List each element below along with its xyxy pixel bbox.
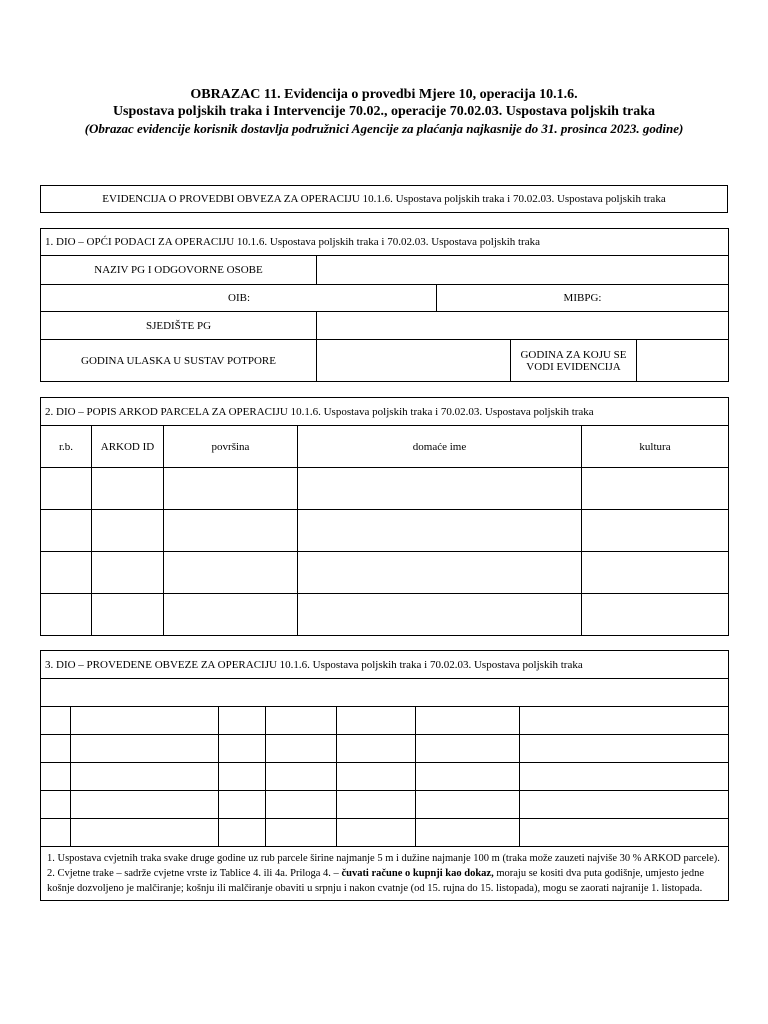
note-1: 1. Uspostava cvjetnih traka svake druge godine uz rub parcele širine najmanje 5 m i dužine najmanje 100 m (traka može zauzeti najviše 30 % ARKOD parcele). (47, 853, 720, 864)
section-3-notes (41, 847, 729, 901)
table-cell[interactable] (41, 819, 71, 847)
obligations-table (40, 650, 729, 901)
naziv-field[interactable] (317, 256, 729, 285)
form-title (60, 86, 708, 137)
table-cell[interactable] (298, 552, 582, 594)
col-rb: r.b. (41, 426, 92, 468)
table-cell[interactable] (416, 707, 520, 735)
table-cell[interactable] (92, 594, 164, 636)
table-cell[interactable] (71, 763, 219, 791)
col-domace-ime: domaće ime (298, 426, 582, 468)
table-row (41, 510, 729, 552)
title-subtitle: (Obrazac evidencije korisnik dostavlja podružnici Agencije za plaćanja najkasnije do 31. prosinca 2023. godine) (84, 121, 684, 136)
table-cell[interactable] (520, 763, 729, 791)
col-arkod-id: ARKOD ID (92, 426, 164, 468)
godina-ulaska-field[interactable] (317, 340, 511, 382)
table-cell[interactable] (337, 819, 416, 847)
table-cell[interactable] (164, 594, 298, 636)
sjediste-label: SJEDIŠTE PG (41, 312, 317, 340)
table-cell[interactable] (71, 707, 219, 735)
table-cell[interactable] (164, 468, 298, 510)
table-cell[interactable] (71, 819, 219, 847)
table-row (41, 468, 729, 510)
col-povrsina: površina (164, 426, 298, 468)
title-line-2: Uspostava poljskih traka i Intervencije 70.02., operacije 70.02.03. Uspostava poljskih traka (112, 104, 656, 119)
table-cell[interactable] (266, 735, 337, 763)
table-cell[interactable] (164, 510, 298, 552)
section-1 (40, 228, 728, 382)
table-cell[interactable] (92, 468, 164, 510)
table-cell[interactable] (337, 763, 416, 791)
table-cell[interactable] (582, 552, 729, 594)
table-cell[interactable] (92, 552, 164, 594)
section-3-blank-row[interactable] (41, 679, 729, 707)
note-2 (47, 866, 722, 896)
godina-ulaska-label: GODINA ULASKA U SUSTAV POTPORE (41, 340, 317, 382)
table-row (41, 552, 729, 594)
table-row (41, 819, 729, 847)
table-cell[interactable] (71, 791, 219, 819)
section-3 (40, 650, 728, 901)
table-row (41, 707, 729, 735)
section-2 (40, 397, 728, 636)
section-2-heading: 2. DIO – POPIS ARKOD PARCELA ZA OPERACIJU 10.1.6. Uspostava poljskih traka i 70.02.03. Uspostava poljskih traka (41, 398, 729, 426)
section-3-heading: 3. DIO – PROVEDENE OBVEZE ZA OPERACIJU 10.1.6. Uspostava poljskih traka i 70.02.03. Uspostava poljskih traka (41, 651, 729, 679)
section-1-heading: 1. DIO – OPĆI PODACI ZA OPERACIJU 10.1.6. Uspostava poljskih traka i 70.02.03. Uspostava poljskih traka (41, 229, 729, 256)
table-cell[interactable] (164, 552, 298, 594)
table-cell[interactable] (520, 735, 729, 763)
godina-evidencija-field[interactable] (637, 340, 729, 382)
table-cell[interactable] (337, 791, 416, 819)
table-cell[interactable] (41, 763, 71, 791)
note-2-text-b: moraju se kositi dva puta godišnje, umjesto jedne košnje dozvoljeno je malčiranje; košnju ili malčiranje obaviti u srpnju i nakon cvatnje (od 15. rujna do 15. listopada), mogu se zaorati najranije 1. listopada. (47, 868, 704, 894)
table-cell[interactable] (582, 510, 729, 552)
table-row (41, 763, 729, 791)
table-cell[interactable] (416, 763, 520, 791)
table-cell[interactable] (298, 510, 582, 552)
table-cell[interactable] (219, 735, 266, 763)
title-line-1: OBRAZAC 11. Evidencija o provedbi Mjere 10, operacija 10.1.6. (190, 87, 578, 102)
table-cell[interactable] (416, 735, 520, 763)
parcel-table (40, 397, 729, 636)
table-cell[interactable] (41, 791, 71, 819)
table-cell[interactable] (266, 791, 337, 819)
table-cell[interactable] (219, 791, 266, 819)
table-cell[interactable] (520, 707, 729, 735)
table-cell[interactable] (520, 819, 729, 847)
table-cell[interactable] (41, 468, 92, 510)
table-cell[interactable] (41, 594, 92, 636)
table-cell[interactable] (41, 510, 92, 552)
table-row (41, 791, 729, 819)
table-cell[interactable] (92, 510, 164, 552)
col-kultura: kultura (582, 426, 729, 468)
header-box (40, 185, 728, 213)
header-box-text: EVIDENCIJA O PROVEDBI OBVEZA ZA OPERACIJU 10.1.6. Uspostava poljskih traka i 70.02.03. Uspostava poljskih traka (102, 193, 666, 205)
table-cell[interactable] (219, 707, 266, 735)
table-cell[interactable] (416, 819, 520, 847)
table-cell[interactable] (71, 735, 219, 763)
table-cell[interactable] (266, 819, 337, 847)
naziv-label: NAZIV PG I ODGOVORNE OSOBE (41, 256, 317, 285)
table-cell[interactable] (582, 468, 729, 510)
table-cell[interactable] (298, 468, 582, 510)
table-cell[interactable] (520, 791, 729, 819)
table-cell[interactable] (41, 707, 71, 735)
table-cell[interactable] (41, 735, 71, 763)
table-cell[interactable] (337, 707, 416, 735)
table-cell[interactable] (582, 594, 729, 636)
table-cell[interactable] (41, 552, 92, 594)
oib-label: OIB: (41, 285, 437, 312)
table-cell[interactable] (219, 763, 266, 791)
sjediste-field[interactable] (317, 312, 729, 340)
table-cell[interactable] (219, 819, 266, 847)
table-cell[interactable] (416, 791, 520, 819)
table-cell[interactable] (337, 735, 416, 763)
table-row (41, 735, 729, 763)
table-cell[interactable] (266, 707, 337, 735)
table-cell[interactable] (266, 763, 337, 791)
godina-evidencija-label: GODINA ZA KOJU SE VODI EVIDENCIJA (511, 340, 637, 382)
section-1-table (40, 228, 729, 382)
table-cell[interactable] (298, 594, 582, 636)
mibpg-label: MIBPG: (437, 285, 729, 312)
note-2-text-a: 2. Cvjetne trake – sadrže cvjetne vrste iz Tablice 4. ili 4a. Priloga 4. – (47, 868, 342, 879)
table-row (41, 594, 729, 636)
note-2-bold: čuvati račune o kupnji kao dokaz, (341, 868, 494, 879)
